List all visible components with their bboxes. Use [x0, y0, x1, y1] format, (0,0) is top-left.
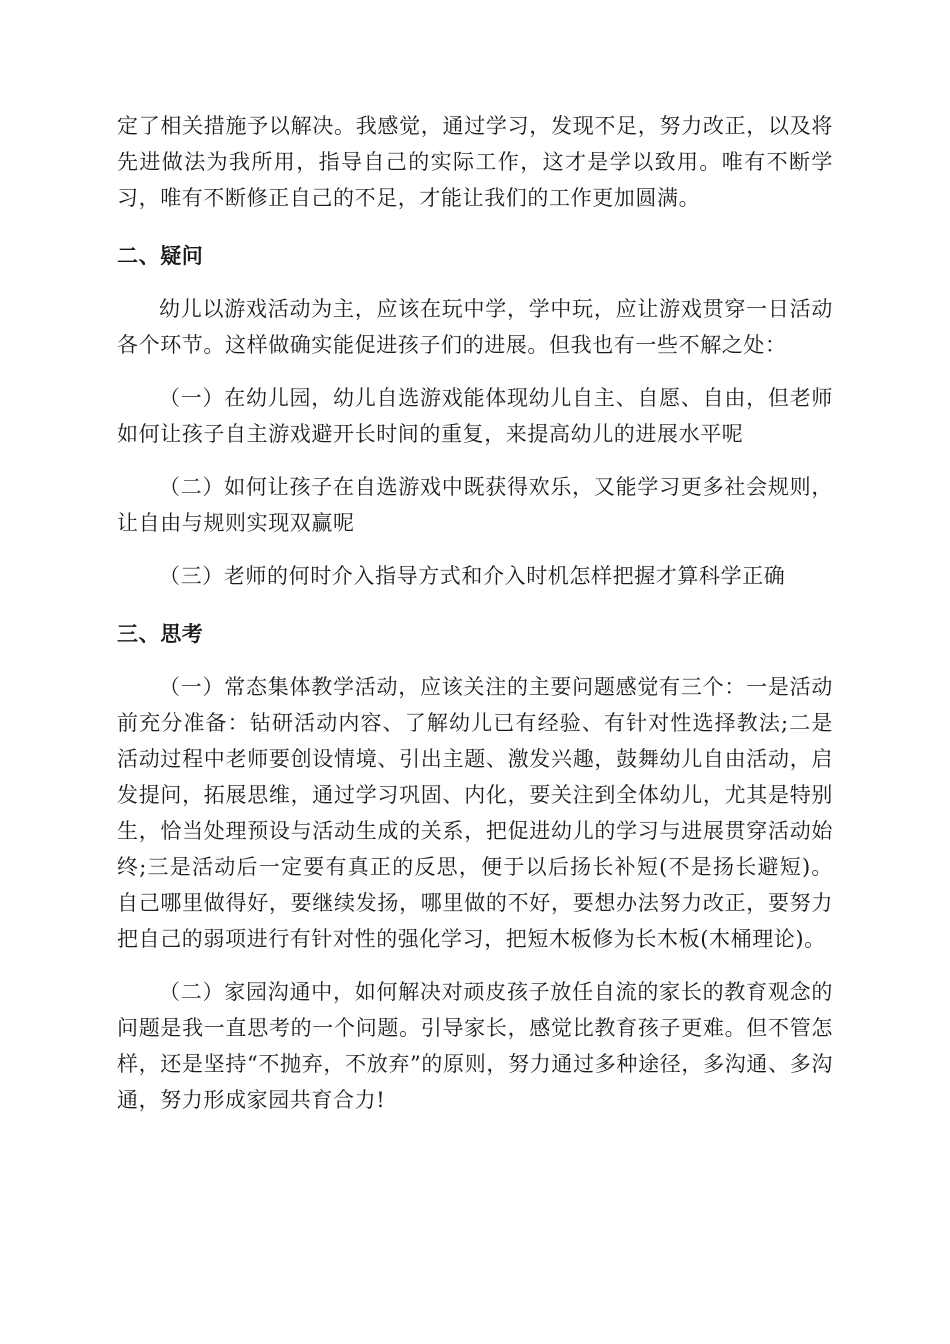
- reflection-1-paragraph: （一）常态集体教学活动，应该关注的主要问题感觉有三个：一是活动前充分准备：钻研活动内容、了解幼儿已有经验、有针对性选择教法;二是活动过程中老师要创设情境、引出主题、激发兴趣，鼓舞幼儿自由活动，启发提问，拓展思维，通过学习巩固、内化，要关注到全体幼儿，尤其是特别生，恰当处理预设与活动生成的关系，把促进幼儿的学习与进展贯穿活动始终;三是活动后一定要有真正的反思，便于以后扬长补短(不是扬长避短)。自己哪里做得好，要继续发扬，哪里做的不好，要想办法努力改正，要努力把自己的弱项进行有针对性的强化学习，把短木板修为长木板(木桶理论)。: [117, 675, 833, 951]
- intro-continued-paragraph: 定了相关措施予以解决。我感觉，通过学习，发现不足，努力改正，以及将先进做法为我所用，指导自己的实际工作，这才是学以致用。唯有不断学习，唯有不断修正自己的不足，才能让我们的工作更加圆满。: [117, 114, 833, 210]
- games-paragraph: 幼儿以游戏活动为主，应该在玩中学，学中玩，应让游戏贯穿一日活动各个环节。这样做确实能促进孩子们的进展。但我也有一些不解之处：: [117, 297, 833, 357]
- question-2-paragraph: （二）如何让孩子在自选游戏中既获得欢乐，又能学习更多社会规则，让自由与规则实现双赢呢: [117, 475, 833, 535]
- section-heading-questions: 二、疑问: [117, 244, 204, 268]
- question-3-paragraph: （三）老师的何时介入指导方式和介入时机怎样把握才算科学正确: [159, 564, 786, 588]
- reflection-2-paragraph: （二）家园沟通中，如何解决对顽皮孩子放任自流的家长的教育观念的问题是我一直思考的一个问题。引导家长，感觉比教育孩子更难。但不管怎样，还是坚持“不抛弃，不放弃”的原则，努力通过多种途径，多沟通、多沟通，努力形成家园共育合力!: [117, 980, 833, 1112]
- section-heading-reflection: 三、思考: [117, 622, 204, 646]
- question-1-paragraph: （一）在幼儿园，幼儿自选游戏能体现幼儿自主、自愿、自由，但老师如何让孩子自主游戏避开长时间的重复，来提高幼儿的进展水平呢: [117, 386, 833, 446]
- document-page: [117, 108, 833, 1118]
